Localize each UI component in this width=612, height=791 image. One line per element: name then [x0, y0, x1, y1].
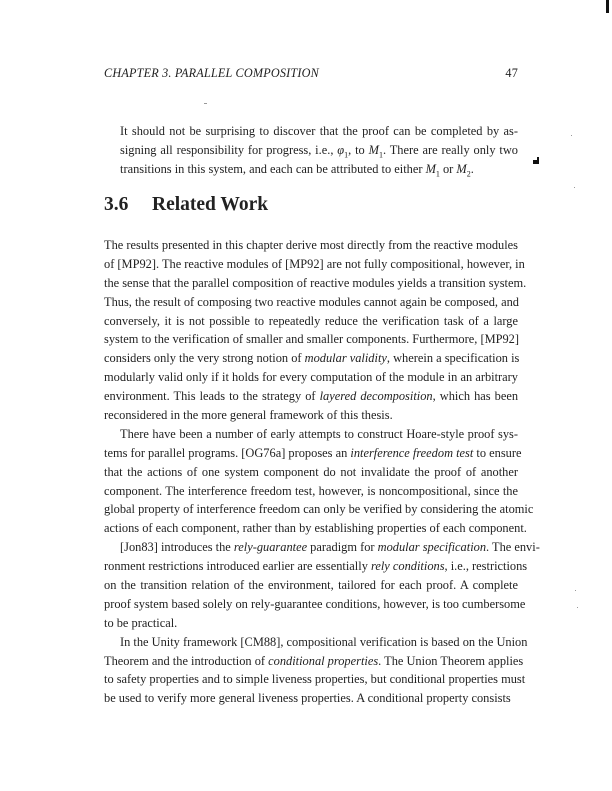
- text-line: be used to verify more general liveness properties. A conditional property consists: [104, 691, 511, 706]
- text-line: The results presented in this chapter derive most directly from the reactive modules: [104, 238, 518, 252]
- paragraph: [104, 236, 527, 425]
- running-header: [104, 66, 518, 82]
- page-number: 47: [505, 66, 518, 80]
- text-line: transitions in this system, and each can be attributed to either $M_1$ or $M_2$.: [120, 161, 474, 179]
- text-line: tems for parallel programs. [OG76a] proposes an interference freedom test to ensure: [104, 445, 522, 460]
- text-line: the sense that the parallel composition of reactive modules yields a transition system.: [104, 275, 527, 290]
- text-line: on the transition relation of the environment, tailored for each proof. A complete: [104, 578, 518, 593]
- intro-paragraph: [120, 122, 518, 179]
- section-number: 3.6: [104, 194, 129, 215]
- paragraph: [104, 538, 540, 632]
- text-line: that the actions of one system component do not invalidate the proof of another: [104, 464, 518, 479]
- text-line: Theorem and the introduction of conditional properties. The Union Theorem applies: [104, 653, 524, 668]
- section-title: Related Work: [152, 194, 269, 215]
- text-line: [Jon83] introduces the rely-guarantee paradigm for modular specification. The envi-: [120, 540, 540, 555]
- text-line: to safety properties and to simple liveness properties, but conditional properties must: [104, 672, 526, 687]
- text-line: environment. This leads to the strategy of layered decomposition, which has been: [104, 389, 519, 404]
- scan-speck: [204, 103, 207, 104]
- section-heading: [104, 194, 268, 216]
- qed-box-icon: [533, 160, 539, 164]
- scan-speck: [575, 590, 576, 591]
- scan-speck: [577, 607, 578, 608]
- text-line: global property of interference freedom can only be verified by considering the atomic: [104, 502, 534, 517]
- chapter-title: CHAPTER 3. PARALLEL COMPOSITION: [104, 66, 319, 80]
- text-line: component. The interference freedom test, however, is noncompositional, since the: [104, 483, 518, 498]
- scan-artifact-mark: [606, 0, 609, 13]
- paragraph: [104, 633, 528, 709]
- text-line: reconsidered in the more general framework of this thesis.: [104, 408, 393, 423]
- text-line: modularly valid only if it holds for every computation of the module in an arbitrary: [104, 370, 518, 385]
- text-line: system to the verification of smaller and smaller components. Furthermore, [MP92]: [104, 332, 519, 347]
- text-line: proof system based solely on rely-guarantee conditions, however, is too cumbersome: [104, 596, 526, 611]
- text-line: actions of each component, rather than by establishing properties of each component.: [104, 521, 527, 536]
- paragraph: [104, 425, 534, 538]
- text-line: ronment restrictions introduced earlier are essentially rely conditions, i.e., restrictions: [104, 559, 528, 574]
- text-line: It should not be surprising to discover that the proof can be completed by as-: [120, 124, 518, 138]
- text-line: considers only the very strong notion of modular validity, wherein a specification is: [104, 351, 520, 366]
- scan-speck: [571, 135, 572, 136]
- text-line: conversely, it is not possible to repeatedly reduce the verification task of a large: [104, 313, 518, 328]
- section-body: [104, 236, 540, 708]
- text-line: There have been a number of early attempts to construct Hoare-style proof sys-: [120, 426, 518, 441]
- scan-speck: [574, 187, 575, 188]
- text-line: signing all responsibility for progress, i.e., $\varphi_1$, to $M_1$. There are really only two: [120, 142, 518, 160]
- text-line: of [MP92]. The reactive modules of [MP92] are not fully compositional, however, in: [104, 256, 525, 271]
- text-line: Thus, the result of composing two reactive modules cannot again be composed, and: [104, 294, 519, 309]
- text-line: to be practical.: [104, 615, 178, 630]
- text-line: In the Unity framework [CM88], compositional verification is based on the Union: [120, 634, 528, 649]
